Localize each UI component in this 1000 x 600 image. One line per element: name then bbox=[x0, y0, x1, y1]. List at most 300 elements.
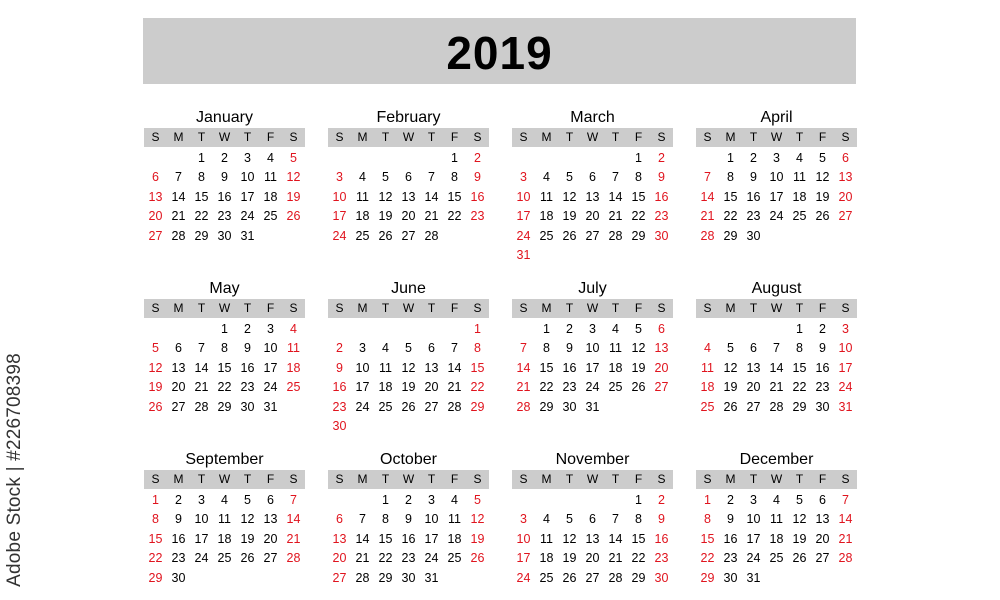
day-cell: 3 bbox=[336, 170, 343, 185]
day-cell: 30 bbox=[746, 228, 761, 243]
day-cell: 2 bbox=[727, 493, 734, 507]
weekday-label: S bbox=[657, 130, 666, 144]
day-cell: 3 bbox=[359, 341, 366, 356]
day-cell: 3 bbox=[520, 512, 527, 527]
day-cell: 24 bbox=[769, 209, 784, 224]
weekday-header bbox=[328, 470, 489, 489]
day-cell: 4 bbox=[612, 322, 619, 336]
day-cell: 13 bbox=[332, 531, 347, 546]
day-cell: 23 bbox=[470, 209, 485, 224]
day-cell: 19 bbox=[470, 531, 485, 546]
weekday-label: W bbox=[586, 301, 599, 315]
day-cell: 14 bbox=[286, 512, 301, 527]
month-name: July bbox=[578, 280, 607, 297]
weekday-label: F bbox=[266, 301, 275, 315]
day-cell: 26 bbox=[792, 551, 807, 566]
day-cell: 11 bbox=[609, 341, 622, 356]
weekday-label: T bbox=[197, 301, 206, 315]
weekday-header bbox=[328, 299, 489, 318]
day-cell: 19 bbox=[378, 209, 393, 224]
day-cell: 15 bbox=[378, 531, 393, 546]
weekday-label: S bbox=[335, 472, 344, 486]
days-grid bbox=[328, 149, 489, 246]
weekday-label: S bbox=[473, 301, 482, 315]
day-cell: 16 bbox=[171, 531, 186, 546]
day-cell: 8 bbox=[704, 512, 711, 527]
weekday-label: W bbox=[770, 130, 783, 144]
day-cell: 22 bbox=[723, 209, 738, 224]
day-cell: 6 bbox=[658, 322, 665, 336]
days-grid bbox=[144, 491, 305, 588]
day-cell: 13 bbox=[838, 170, 853, 185]
day-cell: 12 bbox=[792, 512, 807, 527]
day-cell: 4 bbox=[796, 151, 803, 165]
day-cell: 24 bbox=[332, 228, 347, 243]
day-cell: 4 bbox=[359, 170, 366, 185]
day-cell: 25 bbox=[355, 228, 370, 243]
day-cell: 28 bbox=[447, 399, 462, 414]
day-empty bbox=[351, 149, 374, 168]
day-cell: 4 bbox=[704, 341, 711, 356]
day-empty bbox=[581, 149, 604, 168]
weekday-label: M bbox=[725, 301, 736, 315]
day-cell: 5 bbox=[405, 341, 412, 356]
day-cell: 10 bbox=[424, 512, 439, 527]
day-cell: 29 bbox=[631, 570, 646, 585]
day-empty bbox=[696, 320, 719, 339]
day-cell: 15 bbox=[470, 360, 485, 375]
day-cell: 20 bbox=[424, 380, 439, 395]
day-cell: 20 bbox=[148, 209, 163, 224]
weekday-label: T bbox=[381, 130, 390, 144]
day-cell: 27 bbox=[171, 399, 186, 414]
day-cell: 24 bbox=[424, 551, 439, 566]
day-empty bbox=[328, 491, 351, 510]
day-cell: 25 bbox=[447, 551, 462, 566]
days-grid bbox=[696, 149, 857, 246]
day-cell: 16 bbox=[240, 360, 255, 375]
day-empty bbox=[328, 320, 351, 339]
day-cell: 17 bbox=[240, 189, 255, 204]
weekday-label: S bbox=[335, 301, 344, 315]
day-cell: 29 bbox=[723, 228, 738, 243]
month-name: September bbox=[185, 451, 264, 468]
weekday-header bbox=[144, 299, 305, 318]
day-cell: 4 bbox=[451, 493, 458, 507]
day-cell: 10 bbox=[194, 512, 209, 527]
day-cell: 8 bbox=[221, 341, 228, 356]
day-cell: 14 bbox=[194, 360, 209, 375]
day-cell: 23 bbox=[240, 380, 255, 395]
day-cell: 9 bbox=[819, 341, 826, 356]
day-cell: 1 bbox=[543, 322, 550, 336]
day-cell: 22 bbox=[470, 380, 485, 395]
day-cell: 9 bbox=[727, 512, 734, 527]
month-december bbox=[696, 450, 857, 588]
day-empty bbox=[443, 320, 466, 339]
weekday-label: S bbox=[289, 301, 298, 315]
weekday-label: S bbox=[519, 301, 528, 315]
day-cell: 25 bbox=[700, 399, 715, 414]
day-cell: 25 bbox=[539, 570, 554, 585]
day-cell: 2 bbox=[819, 322, 826, 336]
day-cell: 24 bbox=[194, 551, 209, 566]
day-cell: 20 bbox=[585, 209, 600, 224]
day-cell: 21 bbox=[838, 531, 853, 546]
day-cell: 16 bbox=[654, 189, 669, 204]
day-empty bbox=[374, 320, 397, 339]
day-cell: 6 bbox=[819, 493, 826, 507]
day-cell: 23 bbox=[815, 380, 830, 395]
weekday-label: T bbox=[749, 301, 758, 315]
days-grid bbox=[512, 491, 673, 588]
day-cell: 7 bbox=[175, 170, 182, 185]
day-empty bbox=[512, 149, 535, 168]
day-cell: 11 bbox=[264, 170, 277, 185]
day-cell: 16 bbox=[217, 189, 232, 204]
day-cell: 18 bbox=[217, 531, 232, 546]
day-cell: 22 bbox=[194, 209, 209, 224]
day-cell: 6 bbox=[152, 170, 159, 185]
weekday-label: S bbox=[151, 130, 160, 144]
day-cell: 30 bbox=[401, 570, 416, 585]
day-cell: 5 bbox=[290, 151, 297, 165]
day-cell: 15 bbox=[631, 189, 646, 204]
days-grid bbox=[144, 320, 305, 417]
weekday-label: T bbox=[243, 301, 252, 315]
day-cell: 21 bbox=[286, 531, 301, 546]
weekday-label: S bbox=[657, 472, 666, 486]
day-empty bbox=[167, 149, 190, 168]
day-cell: 12 bbox=[631, 341, 646, 356]
weekday-label: T bbox=[197, 472, 206, 486]
weekday-label: F bbox=[450, 472, 459, 486]
day-cell: 24 bbox=[585, 380, 600, 395]
day-cell: 12 bbox=[562, 531, 577, 546]
day-cell: 19 bbox=[631, 360, 646, 375]
day-empty bbox=[535, 149, 558, 168]
day-cell: 27 bbox=[815, 551, 830, 566]
day-cell: 7 bbox=[842, 493, 849, 507]
day-cell: 4 bbox=[221, 493, 228, 507]
day-cell: 7 bbox=[451, 341, 458, 356]
day-empty bbox=[144, 320, 167, 339]
day-cell: 20 bbox=[585, 551, 600, 566]
day-cell: 30 bbox=[332, 418, 347, 433]
day-cell: 1 bbox=[152, 493, 159, 507]
day-cell: 8 bbox=[451, 170, 458, 185]
day-cell: 13 bbox=[171, 360, 186, 375]
day-cell: 31 bbox=[516, 247, 531, 262]
weekday-label: S bbox=[335, 130, 344, 144]
weekday-label: M bbox=[173, 130, 184, 144]
day-cell: 2 bbox=[336, 341, 343, 356]
day-cell: 17 bbox=[516, 551, 531, 566]
day-empty bbox=[512, 491, 535, 510]
weekday-label: S bbox=[703, 472, 712, 486]
day-cell: 16 bbox=[746, 189, 761, 204]
day-empty bbox=[420, 320, 443, 339]
day-cell: 8 bbox=[727, 170, 734, 185]
day-cell: 23 bbox=[562, 380, 577, 395]
day-cell: 9 bbox=[244, 341, 251, 356]
day-cell: 2 bbox=[566, 322, 573, 336]
day-empty bbox=[351, 320, 374, 339]
day-cell: 26 bbox=[378, 228, 393, 243]
day-cell: 6 bbox=[267, 493, 274, 507]
day-cell: 26 bbox=[815, 209, 830, 224]
day-cell: 16 bbox=[401, 531, 416, 546]
day-cell: 11 bbox=[701, 360, 714, 375]
day-cell: 27 bbox=[332, 570, 347, 585]
day-cell: 12 bbox=[723, 360, 738, 375]
day-cell: 2 bbox=[474, 151, 481, 165]
weekday-label: M bbox=[173, 301, 184, 315]
day-cell: 9 bbox=[474, 170, 481, 185]
weekday-label: M bbox=[541, 130, 552, 144]
day-cell: 18 bbox=[286, 360, 301, 375]
day-cell: 17 bbox=[332, 209, 347, 224]
day-cell: 3 bbox=[244, 151, 251, 165]
month-july bbox=[512, 279, 673, 417]
weekday-label: W bbox=[402, 130, 415, 144]
days-grid bbox=[512, 320, 673, 417]
day-cell: 29 bbox=[217, 399, 232, 414]
day-cell: 31 bbox=[585, 399, 600, 414]
day-cell: 1 bbox=[451, 151, 458, 165]
day-cell: 25 bbox=[539, 228, 554, 243]
month-name: August bbox=[751, 280, 802, 297]
day-cell: 20 bbox=[838, 189, 853, 204]
stock-watermark bbox=[2, 352, 28, 588]
day-cell: 18 bbox=[700, 380, 715, 395]
day-cell: 19 bbox=[792, 531, 807, 546]
day-cell: 26 bbox=[148, 399, 163, 414]
month-june bbox=[328, 279, 489, 436]
day-cell: 27 bbox=[401, 228, 416, 243]
day-cell: 31 bbox=[838, 399, 853, 414]
day-cell: 20 bbox=[815, 531, 830, 546]
day-cell: 24 bbox=[240, 209, 255, 224]
day-cell: 8 bbox=[474, 341, 481, 356]
day-cell: 11 bbox=[448, 512, 461, 527]
weekday-label: T bbox=[197, 130, 206, 144]
day-empty bbox=[420, 149, 443, 168]
day-cell: 8 bbox=[543, 341, 550, 356]
day-cell: 9 bbox=[336, 360, 343, 375]
day-cell: 10 bbox=[263, 341, 278, 356]
weekday-label: W bbox=[402, 472, 415, 486]
day-cell: 7 bbox=[359, 512, 366, 527]
weekday-header bbox=[144, 128, 305, 147]
weekday-header bbox=[144, 470, 305, 489]
day-cell: 6 bbox=[842, 151, 849, 165]
day-cell: 11 bbox=[218, 512, 231, 527]
weekday-label: S bbox=[703, 130, 712, 144]
weekday-label: S bbox=[657, 301, 666, 315]
day-empty bbox=[374, 149, 397, 168]
weekday-label: F bbox=[634, 301, 643, 315]
day-cell: 8 bbox=[635, 170, 642, 185]
day-cell: 6 bbox=[589, 170, 596, 185]
weekday-label: S bbox=[703, 301, 712, 315]
weekday-label: S bbox=[289, 472, 298, 486]
weekday-label: T bbox=[611, 130, 620, 144]
day-cell: 16 bbox=[562, 360, 577, 375]
month-february bbox=[328, 108, 489, 246]
weekday-label: W bbox=[218, 130, 231, 144]
day-cell: 13 bbox=[401, 189, 416, 204]
day-cell: 5 bbox=[796, 493, 803, 507]
day-cell: 14 bbox=[447, 360, 462, 375]
month-name: January bbox=[196, 109, 253, 126]
day-cell: 12 bbox=[286, 170, 301, 185]
day-cell: 1 bbox=[474, 322, 481, 336]
day-cell: 17 bbox=[769, 189, 784, 204]
day-cell: 30 bbox=[654, 570, 669, 585]
day-cell: 13 bbox=[424, 360, 439, 375]
day-cell: 10 bbox=[516, 189, 531, 204]
day-cell: 21 bbox=[608, 209, 623, 224]
day-cell: 8 bbox=[198, 170, 205, 185]
day-cell: 13 bbox=[148, 189, 163, 204]
day-cell: 1 bbox=[635, 151, 642, 165]
day-cell: 21 bbox=[171, 209, 186, 224]
day-cell: 16 bbox=[723, 531, 738, 546]
day-cell: 22 bbox=[378, 551, 393, 566]
day-cell: 12 bbox=[401, 360, 416, 375]
day-cell: 14 bbox=[608, 531, 623, 546]
day-cell: 20 bbox=[654, 360, 669, 375]
weekday-label: F bbox=[818, 130, 827, 144]
weekday-label: M bbox=[541, 472, 552, 486]
month-october bbox=[328, 450, 489, 588]
day-cell: 7 bbox=[520, 341, 527, 356]
month-march bbox=[512, 108, 673, 265]
weekday-label: F bbox=[266, 130, 275, 144]
weekday-label: T bbox=[427, 130, 436, 144]
day-cell: 27 bbox=[148, 228, 163, 243]
weekday-label: S bbox=[289, 130, 298, 144]
day-cell: 13 bbox=[746, 360, 761, 375]
day-cell: 25 bbox=[378, 399, 393, 414]
day-cell: 5 bbox=[382, 170, 389, 185]
day-cell: 22 bbox=[631, 551, 646, 566]
day-cell: 23 bbox=[217, 209, 232, 224]
day-cell: 26 bbox=[723, 399, 738, 414]
day-cell: 24 bbox=[516, 228, 531, 243]
day-cell: 24 bbox=[746, 551, 761, 566]
day-cell: 22 bbox=[217, 380, 232, 395]
day-cell: 21 bbox=[700, 209, 715, 224]
day-cell: 25 bbox=[286, 380, 301, 395]
day-cell: 5 bbox=[819, 151, 826, 165]
days-grid bbox=[328, 491, 489, 588]
day-cell: 6 bbox=[589, 512, 596, 527]
day-cell: 16 bbox=[470, 189, 485, 204]
day-cell: 15 bbox=[723, 189, 738, 204]
day-empty bbox=[167, 320, 190, 339]
day-cell: 15 bbox=[447, 189, 462, 204]
day-empty bbox=[581, 491, 604, 510]
day-cell: 26 bbox=[562, 570, 577, 585]
day-cell: 7 bbox=[290, 493, 297, 507]
day-cell: 1 bbox=[198, 151, 205, 165]
day-cell: 31 bbox=[263, 399, 278, 414]
day-cell: 11 bbox=[356, 189, 369, 204]
day-cell: 11 bbox=[379, 360, 392, 375]
day-cell: 21 bbox=[355, 551, 370, 566]
day-cell: 2 bbox=[175, 493, 182, 507]
day-cell: 27 bbox=[838, 209, 853, 224]
weekday-label: F bbox=[818, 301, 827, 315]
day-empty bbox=[742, 320, 765, 339]
weekday-label: F bbox=[634, 130, 643, 144]
weekday-header bbox=[696, 128, 857, 147]
day-cell: 9 bbox=[566, 341, 573, 356]
day-cell: 18 bbox=[608, 360, 623, 375]
day-cell: 11 bbox=[540, 531, 553, 546]
day-cell: 24 bbox=[355, 399, 370, 414]
day-cell: 15 bbox=[792, 360, 807, 375]
day-cell: 14 bbox=[516, 360, 531, 375]
day-cell: 18 bbox=[447, 531, 462, 546]
month-name: October bbox=[380, 451, 437, 468]
day-cell: 22 bbox=[447, 209, 462, 224]
day-cell: 19 bbox=[148, 380, 163, 395]
day-cell: 13 bbox=[654, 341, 669, 356]
day-cell: 4 bbox=[773, 493, 780, 507]
day-cell: 7 bbox=[773, 341, 780, 356]
month-january bbox=[144, 108, 305, 246]
day-cell: 10 bbox=[585, 341, 600, 356]
weekday-header bbox=[512, 299, 673, 318]
day-cell: 8 bbox=[152, 512, 159, 527]
day-empty bbox=[696, 149, 719, 168]
day-cell: 18 bbox=[792, 189, 807, 204]
day-cell: 5 bbox=[727, 341, 734, 356]
day-empty bbox=[604, 491, 627, 510]
weekday-label: M bbox=[357, 472, 368, 486]
day-cell: 15 bbox=[217, 360, 232, 375]
day-cell: 30 bbox=[240, 399, 255, 414]
day-cell: 28 bbox=[838, 551, 853, 566]
day-empty bbox=[512, 320, 535, 339]
day-cell: 19 bbox=[240, 531, 255, 546]
day-cell: 5 bbox=[566, 170, 573, 185]
day-cell: 26 bbox=[286, 209, 301, 224]
day-cell: 7 bbox=[612, 512, 619, 527]
day-cell: 4 bbox=[290, 322, 297, 336]
day-cell: 21 bbox=[194, 380, 209, 395]
day-cell: 14 bbox=[838, 512, 853, 527]
day-cell: 12 bbox=[562, 189, 577, 204]
day-empty bbox=[397, 320, 420, 339]
day-cell: 24 bbox=[263, 380, 278, 395]
month-name: June bbox=[391, 280, 426, 297]
day-cell: 27 bbox=[746, 399, 761, 414]
day-cell: 28 bbox=[769, 399, 784, 414]
day-cell: 19 bbox=[562, 551, 577, 566]
weekday-header bbox=[328, 128, 489, 147]
day-cell: 7 bbox=[198, 341, 205, 356]
day-cell: 19 bbox=[286, 189, 301, 204]
day-cell: 29 bbox=[470, 399, 485, 414]
day-cell: 27 bbox=[424, 399, 439, 414]
day-cell: 26 bbox=[401, 399, 416, 414]
weekday-label: S bbox=[519, 130, 528, 144]
day-cell: 18 bbox=[263, 189, 278, 204]
